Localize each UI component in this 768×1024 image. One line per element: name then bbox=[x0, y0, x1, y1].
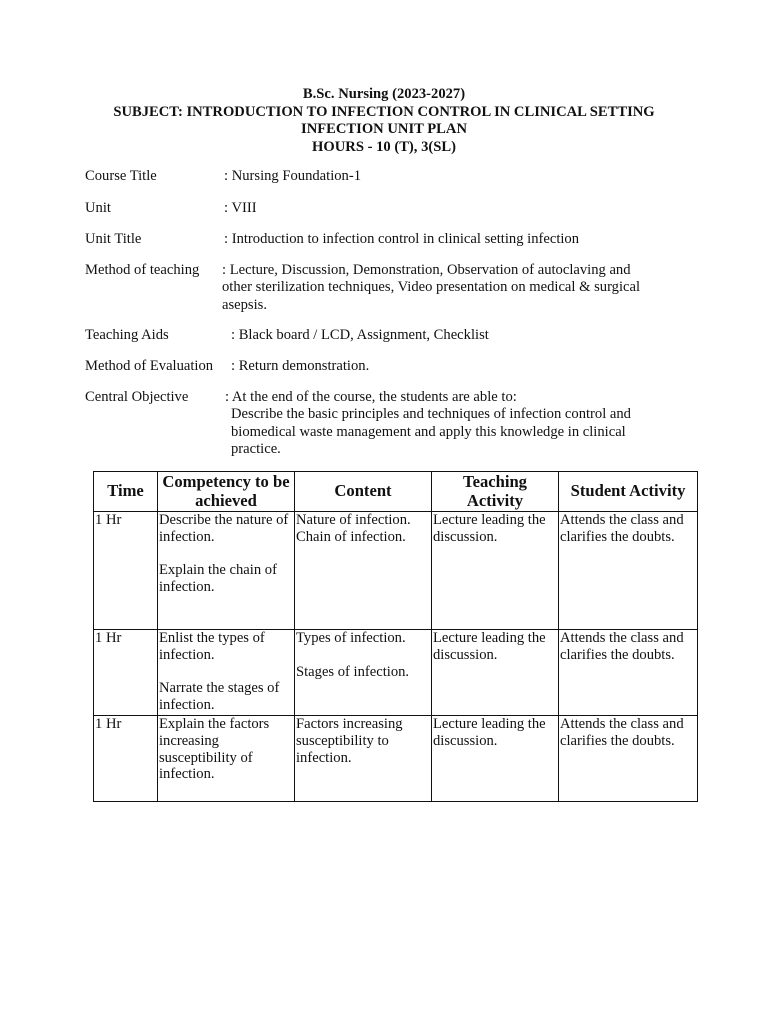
time-cell: 1 Hr bbox=[94, 512, 158, 630]
content-text: Types of infection. bbox=[296, 630, 406, 646]
unit-label: Unit bbox=[85, 200, 111, 216]
competency-cell bbox=[158, 512, 295, 630]
unit-plan-title: INFECTION UNIT PLAN bbox=[301, 121, 467, 138]
hours-title: HOURS - 10 (T), 3(SL) bbox=[312, 138, 456, 155]
central-objective-label: Central Objective bbox=[85, 389, 189, 405]
content-cell bbox=[295, 512, 432, 630]
content-cell bbox=[295, 630, 432, 716]
teaching-activity-cell: Lecture leading the discussion. bbox=[432, 716, 559, 802]
paragraph-gap bbox=[159, 664, 294, 681]
paragraph-gap bbox=[296, 647, 431, 664]
table-header-row bbox=[94, 472, 698, 512]
program-title: B.Sc. Nursing (2023-2027) bbox=[302, 86, 466, 102]
student-activity-cell: Attends the class and clarifies the doubts. bbox=[559, 716, 698, 802]
content-text: Nature of infection. bbox=[296, 512, 411, 528]
method-of-teaching-value bbox=[222, 262, 688, 314]
content-cell: Factors increasing susceptibility to infection. bbox=[295, 716, 432, 802]
unit-plan-table bbox=[93, 471, 698, 802]
competency-cell: Explain the factors increasing susceptibility of infection. bbox=[158, 716, 295, 802]
competency-text: Explain the chain of infection. bbox=[159, 562, 277, 596]
time-cell: 1 Hr bbox=[94, 630, 158, 716]
method-of-teaching-line: other sterilization techniques, Video presentation on medical & surgical bbox=[222, 279, 641, 296]
student-activity-cell: Attends the class and clarifies the doubts. bbox=[559, 630, 698, 716]
header-teaching-activity: Teaching Activity bbox=[432, 472, 559, 512]
central-objective-value bbox=[231, 406, 704, 458]
unit-value: : VIII bbox=[224, 200, 257, 216]
table-row bbox=[94, 512, 698, 630]
unit-title-value: : Introduction to infection control in clinical setting infection bbox=[224, 231, 580, 247]
teaching-aids-value: : Black board / LCD, Assignment, Checklist bbox=[231, 327, 489, 343]
paragraph-gap bbox=[159, 546, 294, 563]
method-of-evaluation-label: Method of Evaluation bbox=[85, 358, 214, 374]
unit-title-label: Unit Title bbox=[85, 231, 142, 247]
header-competency: Competency to be achieved bbox=[158, 472, 295, 512]
central-objective-line: biomedical waste management and apply this knowledge in clinical bbox=[231, 423, 626, 440]
header-content: Content bbox=[295, 472, 432, 512]
table-row bbox=[94, 716, 698, 802]
student-activity-cell: Attends the class and clarifies the doubts. bbox=[559, 512, 698, 630]
time-cell: 1 Hr bbox=[94, 716, 158, 802]
subject-title: SUBJECT: INTRODUCTION TO INFECTION CONTROL IN CLINICAL SETTING bbox=[113, 103, 655, 120]
teaching-aids-label: Teaching Aids bbox=[85, 327, 169, 343]
header-time: Time bbox=[94, 472, 158, 512]
central-objective-line: practice. bbox=[231, 441, 281, 458]
competency-text: Narrate the stages of infection. bbox=[159, 680, 280, 714]
competency-text: Enlist the types of infection. bbox=[159, 630, 265, 663]
method-of-teaching-line: asepsis. bbox=[222, 296, 267, 313]
central-objective-intro: : At the end of the course, the students are able to: bbox=[225, 389, 517, 405]
course-title-label: Course Title bbox=[85, 168, 157, 184]
content-text: Stages of infection. bbox=[296, 663, 410, 680]
competency-text: Describe the nature of infection. bbox=[159, 512, 289, 545]
teaching-activity-cell: Lecture leading the discussion. bbox=[432, 512, 559, 630]
document-header bbox=[0, 86, 768, 156]
header-student-activity: Student Activity bbox=[559, 472, 698, 512]
central-objective-line: Describe the basic principles and techniques of infection control and bbox=[231, 406, 631, 423]
table-row bbox=[94, 630, 698, 716]
method-of-teaching-line: : Lecture, Discussion, Demonstration, Observation of autoclaving and bbox=[222, 262, 631, 278]
content-text: Chain of infection. bbox=[296, 528, 406, 545]
method-of-teaching-label: Method of teaching bbox=[85, 262, 200, 278]
competency-cell bbox=[158, 630, 295, 716]
method-of-evaluation-value: : Return demonstration. bbox=[231, 358, 370, 374]
course-title-value: : Nursing Foundation-1 bbox=[224, 168, 362, 184]
teaching-activity-cell: Lecture leading the discussion. bbox=[432, 630, 559, 716]
